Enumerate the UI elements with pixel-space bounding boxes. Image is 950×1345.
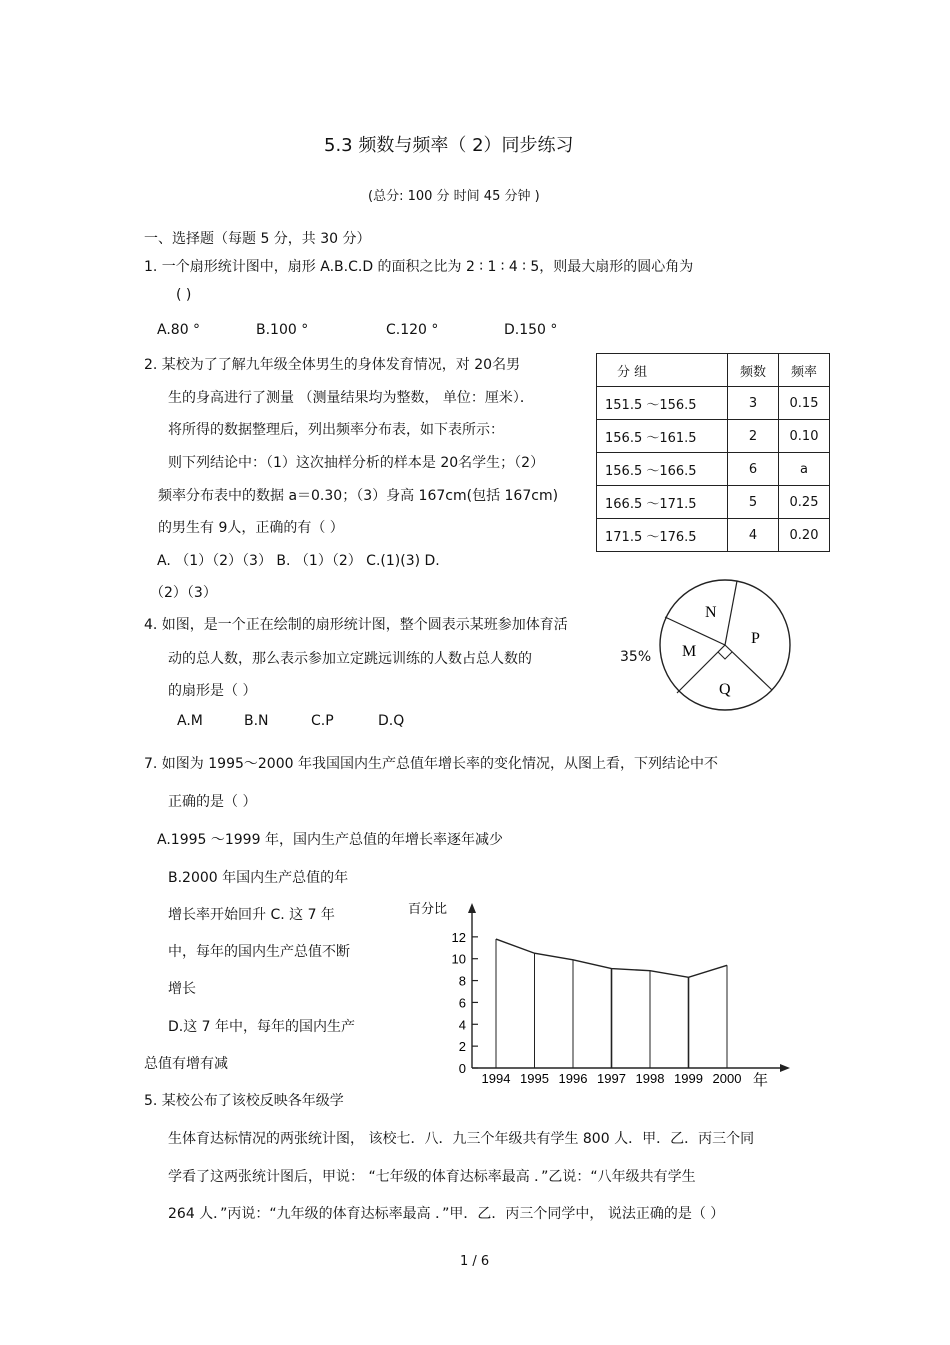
x-tick-label: 1998	[635, 1071, 665, 1086]
table-cell: 0.15	[779, 387, 830, 420]
table-row	[597, 519, 830, 552]
pie-divider	[725, 645, 772, 690]
x-tick-label: 1999	[674, 1071, 703, 1086]
q4-line-3: 的扇形是（ ）	[168, 683, 257, 699]
q4-option-a: A.M	[177, 713, 203, 729]
table-row	[597, 453, 830, 486]
table-cell: 0.25	[779, 486, 830, 519]
pie-label-p: P	[751, 630, 760, 647]
q2-line-6: 的男生有 9人，正确的有（ ）	[158, 520, 344, 536]
table-cell: 3	[728, 387, 779, 420]
q1-option-b: B.100 °	[256, 322, 309, 338]
x-tick-label: 1995	[520, 1071, 549, 1086]
q2-line-5: 频率分布表中的数据 a＝0.30；（3）身高 167cm(包括 167cm)	[158, 488, 559, 504]
q4-option-d: D.Q	[378, 713, 405, 729]
table-cell: a	[779, 453, 830, 486]
q7-line-7: 增长	[168, 981, 196, 997]
table-row	[597, 387, 830, 420]
table-cell: 0.10	[779, 420, 830, 453]
q4-option-c: C.P	[311, 713, 334, 729]
x-tick-label: 1996	[558, 1071, 588, 1086]
q1-option-c: C.120 °	[386, 322, 439, 338]
x-axis-arrow	[780, 1064, 790, 1072]
pie-label-q: Q	[719, 681, 731, 698]
q4-line-2: 动的总人数，那么表示参加立定跳远训练的人数占总人数的	[168, 651, 532, 667]
pie-divider	[665, 617, 725, 645]
table-cell: 156.5 ～166.5	[597, 453, 728, 486]
table-header-cell: 频数	[728, 354, 779, 387]
q5-line-2: 生体育达标情况的两张统计图， 该校七．八．九三个年级共有学生 800 人．甲．乙．丙三个同	[168, 1131, 755, 1147]
y-tick-label: 10	[451, 951, 466, 967]
table-header-row	[597, 354, 830, 387]
y-tick-label: 4	[458, 1017, 466, 1033]
y-tick-label: 8	[458, 973, 466, 989]
frequency-table	[596, 353, 830, 552]
table-row	[597, 486, 830, 519]
table-cell: 151.5 ～156.5	[597, 387, 728, 420]
table-cell: 156.5 ～161.5	[597, 420, 728, 453]
page-subtitle: (总分: 100 分 时间 45 分钟 )	[368, 189, 540, 204]
q5-line-4: 264 人．”丙说：“九年级的体育达标率最高 ．”甲．乙．丙三个同学中， 说法正确的是（ ）	[168, 1206, 725, 1222]
q7-line-9: 总值有增有减	[144, 1056, 228, 1072]
table-cell: 2	[728, 420, 779, 453]
right-angle-mark	[718, 652, 732, 659]
table-cell: 6	[728, 453, 779, 486]
page-title: 5.3 频数与频率（ 2）同步练习	[324, 135, 574, 156]
q1-text: 1. 一个扇形统计图中，扇形 A.B.C.D 的面积之比为 2 ∶ 1 ∶ 4 ∶ 5，则最大扇形的圆心角为	[144, 259, 694, 275]
table-header-cell: 频率	[779, 354, 830, 387]
x-tick-label: 1997	[597, 1071, 626, 1086]
pie-label-n: N	[705, 604, 717, 621]
y-axis-arrow	[468, 903, 476, 913]
y-tick-label: 0	[458, 1061, 466, 1076]
q7-option-d: D.这 7 年中，每年的国内生产	[168, 1019, 356, 1035]
q5-line-3: 学看了这两张统计图后，甲说： “七年级的体育达标率最高 ．”乙说：“八年级共有学生	[168, 1169, 696, 1185]
y-tick-label: 6	[458, 995, 466, 1011]
chart-xlabel: 年	[753, 1071, 769, 1089]
q2-line-4: 则下列结论中：（1）这次抽样分析的样本是 20名学生；（2）	[168, 455, 545, 471]
q1-option-a: A.80 °	[157, 322, 201, 338]
q7-line-2: 正确的是（ ）	[168, 794, 257, 810]
x-tick-label: 2000	[712, 1071, 742, 1086]
gdp-growth-chart	[400, 895, 790, 1095]
q4-option-b: B.N	[244, 713, 269, 729]
table-cell: 171.5 ～176.5	[597, 519, 728, 552]
page-number: 1 / 6	[460, 1254, 490, 1269]
y-tick-label: 12	[451, 929, 466, 945]
pie-label-m: M	[682, 643, 697, 660]
q7-option-b: B.2000 年国内生产总值的年	[168, 870, 349, 886]
table-header-cell: 分 组	[597, 354, 728, 387]
q7-option-a: A.1995 ～1999 年，国内生产总值的年增长率逐年减少	[157, 832, 503, 848]
section-heading: 一、选择题（每题 5 分，共 30 分）	[144, 231, 371, 247]
chart-ylabel: 百分比	[408, 902, 448, 917]
table-cell: 0.20	[779, 519, 830, 552]
table-cell: 4	[728, 519, 779, 552]
table-row	[597, 420, 830, 453]
q2-line-3: 将所得的数据整理后，列出频率分布表，如下表所示：	[168, 422, 504, 438]
pie-chart	[655, 575, 795, 715]
q2-options-cont: （2）（3）	[150, 585, 217, 601]
pie-percent-label: 35%	[620, 649, 652, 665]
q4-line-1: 4. 如图，是一个正在绘制的扇形统计图，整个圆表示某班参加体育活	[144, 617, 568, 633]
q5-line-1: 5. 某校公布了该校反映各年级学	[144, 1093, 344, 1109]
q1-answer-blank: ( )	[176, 287, 192, 303]
pie-divider	[725, 581, 737, 645]
q7-line-6: 中，每年的国内生产总值不断	[168, 944, 350, 960]
q2-options: A. （1）（2）（3） B. （1）（2） C.(1)(3) D.	[157, 553, 440, 569]
y-tick-label: 2	[458, 1039, 466, 1055]
q7-line-5: 增长率开始回升 C. 这 7 年	[168, 907, 335, 923]
q7-line-1: 7. 如图为 1995～2000 年我国国内生产总值年增长率的变化情况，从图上看，下列结论中不	[144, 756, 718, 772]
table-cell: 166.5 ～171.5	[597, 486, 728, 519]
table-cell: 5	[728, 486, 779, 519]
q2-line-2: 生的身高进行了测量 （测量结果均为整数， 单位：厘米）．	[168, 390, 534, 406]
x-tick-label: 1994	[481, 1071, 511, 1086]
q1-option-d: D.150 °	[504, 322, 558, 338]
q2-line-1: 2. 某校为了了解九年级全体男生的身体发育情况，对 20名男	[144, 357, 521, 373]
